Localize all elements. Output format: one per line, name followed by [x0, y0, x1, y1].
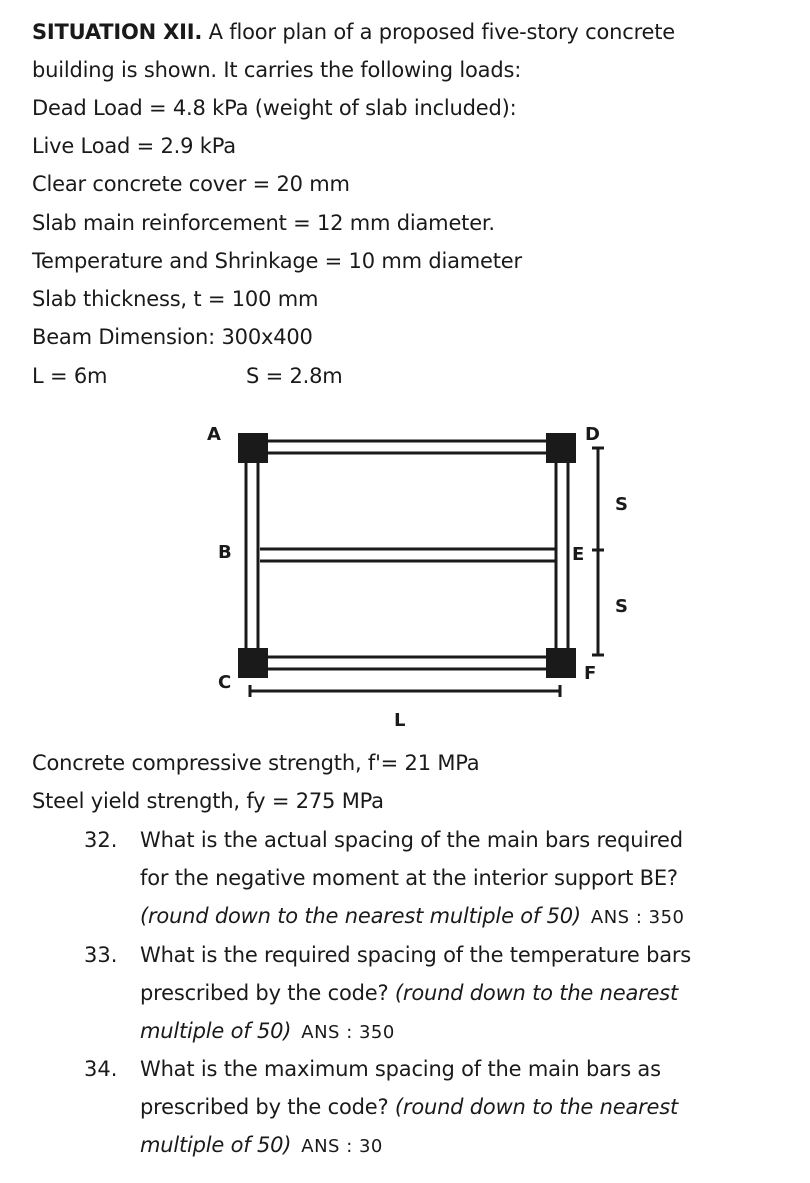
handwritten-answer: ANS : 30 — [301, 1136, 383, 1157]
handwritten-answer: ANS : 350 — [301, 1022, 395, 1043]
question-number: 32. — [84, 828, 118, 852]
column-f — [546, 648, 576, 678]
dimension-s — [592, 448, 604, 655]
round-note: multiple of 50) — [140, 1133, 292, 1157]
concrete-cover: Clear concrete cover = 20 mm — [32, 172, 350, 196]
dimension-l — [250, 685, 560, 697]
column-c — [238, 648, 268, 678]
live-load: Live Load = 2.9 kPa — [32, 134, 236, 158]
question-text: prescribed by the code? — [140, 981, 389, 1005]
question-line: for the negative moment at the interior support BE? — [140, 866, 678, 890]
handwritten-answer: ANS : 350 — [590, 907, 685, 928]
slab-thickness: Slab thickness, t = 100 mm — [32, 287, 319, 311]
main-reinforcement: Slab main reinforcement = 12 mm diameter. — [32, 211, 495, 235]
floor-plan-diagram — [0, 410, 810, 740]
label-b: B — [218, 542, 232, 563]
length-l: L = 6m — [32, 364, 108, 388]
question-line — [140, 1133, 383, 1157]
situation-title: SITUATION XII. — [32, 20, 203, 44]
label-c: C — [218, 672, 232, 693]
question-line — [140, 1095, 678, 1119]
label-d: D — [585, 424, 600, 445]
column-d — [546, 433, 576, 463]
round-note: (round down to the nearest multiple of 50) — [140, 904, 581, 928]
question-number: 34. — [84, 1057, 118, 1081]
question-line: What is the actual spacing of the main bars required — [140, 828, 683, 852]
label-s-top: S — [615, 494, 628, 515]
situation-intro-line-1 — [32, 20, 675, 44]
question-text: prescribed by the code? — [140, 1095, 389, 1119]
question-line: What is the maximum spacing of the main bars as — [140, 1057, 661, 1081]
round-note: (round down to the nearest — [394, 1095, 679, 1119]
label-e: E — [572, 544, 585, 565]
question-line: What is the required spacing of the temperature bars — [140, 943, 692, 967]
temperature-shrinkage: Temperature and Shrinkage = 10 mm diameter — [32, 249, 522, 273]
beam-dimension: Beam Dimension: 300x400 — [32, 325, 313, 349]
question-line — [140, 1019, 395, 1043]
question-line — [140, 981, 678, 1005]
label-a: A — [207, 424, 221, 445]
concrete-strength: Concrete compressive strength, f'= 21 MPa — [32, 751, 480, 775]
dead-load: Dead Load = 4.8 kPa (weight of slab included): — [32, 96, 517, 120]
round-note: multiple of 50) — [140, 1019, 292, 1043]
span-s: S = 2.8m — [246, 364, 343, 388]
label-s-bottom: S — [615, 596, 628, 617]
beam-cf — [260, 657, 548, 669]
situation-intro-2: building is shown. It carries the following loads: — [32, 58, 522, 82]
round-note: (round down to the nearest — [394, 981, 679, 1005]
beam-ad — [260, 441, 548, 453]
column-a — [238, 433, 268, 463]
question-line — [140, 904, 684, 928]
steel-strength: Steel yield strength, fy = 275 MPa — [32, 789, 384, 813]
girder-def — [556, 460, 568, 650]
question-number: 33. — [84, 943, 118, 967]
situation-intro-1: A floor plan of a proposed five-story concrete — [208, 20, 676, 44]
label-l: L — [394, 710, 406, 731]
label-f: F — [584, 663, 597, 684]
girder-abc — [246, 460, 258, 650]
beam-be — [260, 549, 556, 561]
